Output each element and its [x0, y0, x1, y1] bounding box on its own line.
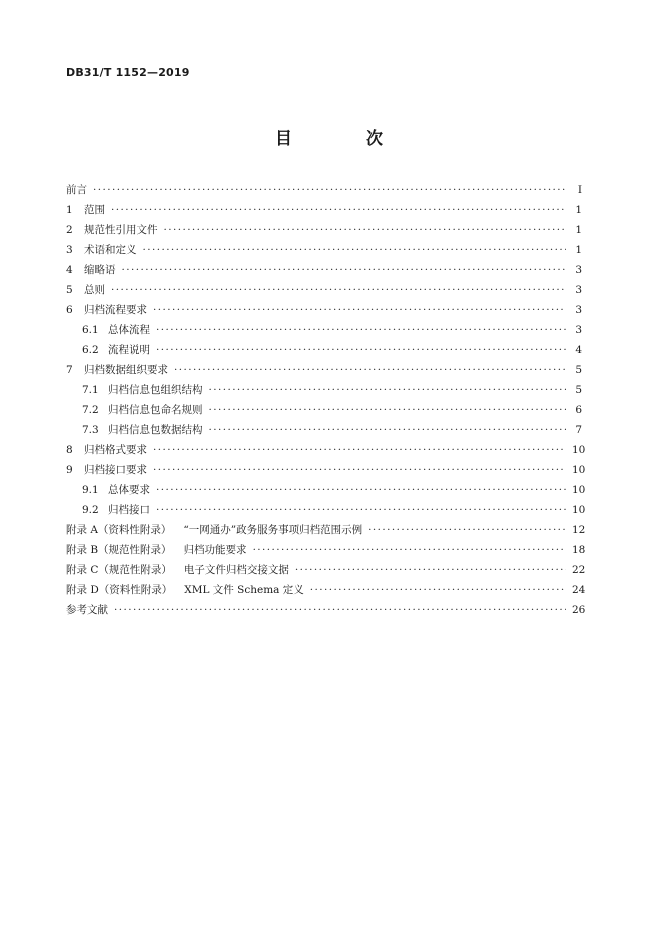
toc-entry-label: 归档流程要求	[84, 304, 147, 316]
toc-entry[interactable]	[66, 420, 582, 440]
toc-entry[interactable]	[66, 480, 586, 500]
toc-entry-number: 2	[66, 224, 73, 236]
toc-entry-subtitle: “一网通办”政务服务事项归档范围示例	[183, 524, 363, 536]
toc-entry[interactable]	[66, 380, 582, 400]
toc-entry[interactable]	[66, 520, 586, 540]
toc-entry-page-number: 3	[575, 284, 582, 296]
toc-entry-number: 8	[66, 444, 73, 456]
toc-entry[interactable]	[66, 500, 586, 520]
toc-entry[interactable]	[66, 540, 586, 560]
toc-leader-dots	[368, 520, 566, 540]
toc-entry[interactable]	[66, 320, 582, 340]
toc-entry-subtitle: XML 文件 Schema 定义	[184, 584, 304, 596]
toc-entry-page-number: 4	[575, 344, 582, 356]
toc-entry[interactable]	[66, 340, 582, 360]
toc-entry-label: 规范性引用文件	[84, 224, 158, 236]
toc-entry-number: 7	[66, 364, 73, 376]
toc-entry-number: 7.2	[82, 404, 99, 416]
toc-entry[interactable]	[66, 460, 586, 480]
toc-entry-label: 附录 D（资料性附录）	[66, 584, 173, 596]
toc-entry-number: 9	[66, 464, 73, 476]
toc-leader-dots	[153, 440, 566, 460]
toc-entry-number: 7.3	[82, 424, 99, 436]
toc-leader-dots	[156, 320, 566, 340]
toc-entry-label: 参考文献	[66, 604, 108, 616]
toc-entry[interactable]	[66, 300, 582, 320]
toc-leader-dots	[209, 380, 567, 400]
toc-entry[interactable]	[66, 600, 586, 620]
toc-entry-page-number: 26	[572, 604, 586, 616]
toc-entry-page-number: 10	[572, 464, 586, 476]
toc-leader-dots	[111, 200, 566, 220]
toc-entry-subtitle: 归档功能要求	[183, 544, 247, 556]
toc-entry-label: 总则	[84, 284, 105, 296]
toc-leader-dots	[114, 600, 566, 620]
toc-entry-page-number: 7	[575, 424, 582, 436]
toc-leader-dots	[93, 180, 566, 200]
toc-entry-label: 归档数据组织要求	[84, 364, 168, 376]
toc-entry-number: 9.1	[82, 484, 99, 496]
toc-entry-page-number: 3	[575, 304, 582, 316]
toc-entry-label: 归档信息包命名规则	[108, 404, 203, 416]
toc-entry-subtitle: 电子文件归档交接文据	[183, 564, 289, 576]
toc-entry[interactable]	[66, 180, 582, 200]
toc-entry-label: 术语和定义	[84, 244, 137, 256]
toc-entry[interactable]	[66, 240, 582, 260]
toc-leader-dots	[153, 460, 566, 480]
toc-title: 目 次	[275, 129, 417, 149]
document-code: DB31/T 1152—2019	[66, 66, 190, 79]
toc-entry[interactable]	[66, 280, 582, 300]
toc-entry-number: 6	[66, 304, 73, 316]
toc-leader-dots	[209, 420, 567, 440]
toc-entry-label: 范围	[84, 204, 105, 216]
toc-entry-label: 总体流程	[108, 324, 150, 336]
toc-entry-page-number: 12	[572, 524, 586, 536]
toc-entry-page-number: 18	[572, 544, 586, 556]
toc-entry-label: 归档接口要求	[84, 464, 147, 476]
toc-leader-dots	[156, 340, 566, 360]
toc-entry-page-number: 22	[572, 564, 586, 576]
toc-entry-page-number: 6	[575, 404, 582, 416]
toc-entry[interactable]	[66, 360, 582, 380]
toc-entry-page-number: 24	[572, 584, 586, 596]
toc-entry-number: 4	[66, 264, 73, 276]
toc-entry-number: 9.2	[82, 504, 99, 516]
toc-entry[interactable]	[66, 200, 582, 220]
toc-entry-number: 6.1	[82, 324, 99, 336]
toc-entry-page-number: 1	[575, 204, 582, 216]
toc-leader-dots	[111, 280, 566, 300]
toc-leader-dots	[153, 300, 566, 320]
toc-leader-dots	[174, 360, 566, 380]
toc-leader-dots	[156, 500, 566, 520]
toc-entry-label: 归档信息包组织结构	[108, 384, 203, 396]
toc-entry-label: 流程说明	[108, 344, 150, 356]
toc-entry-page-number: 10	[572, 504, 586, 516]
toc-entry-page-number: 1	[575, 224, 582, 236]
toc-entry-number: 5	[66, 284, 73, 296]
toc-entry-label: 归档接口	[108, 504, 150, 516]
toc-entry-label: 归档信息包数据结构	[108, 424, 203, 436]
table-of-contents	[66, 180, 586, 620]
toc-entry-number: 3	[66, 244, 73, 256]
toc-leader-dots	[310, 580, 566, 600]
toc-entry-number: 1	[66, 204, 73, 216]
toc-entry-label: 归档格式要求	[84, 444, 147, 456]
toc-entry-page-number: 10	[572, 444, 586, 456]
toc-entry-label: 总体要求	[108, 484, 150, 496]
toc-leader-dots	[143, 240, 567, 260]
toc-entry[interactable]	[66, 400, 582, 420]
toc-leader-dots	[209, 400, 567, 420]
toc-leader-dots	[156, 480, 566, 500]
toc-entry-page-number: 3	[575, 264, 582, 276]
toc-entry[interactable]	[66, 260, 582, 280]
toc-leader-dots	[122, 260, 567, 280]
toc-entry-page-number: 3	[575, 324, 582, 336]
toc-entry-page-number: 5	[575, 364, 582, 376]
toc-entry-page-number: 5	[575, 384, 582, 396]
toc-entry-label: 附录 C（规范性附录）	[66, 564, 172, 576]
toc-entry[interactable]	[66, 580, 586, 600]
toc-leader-dots	[164, 220, 567, 240]
toc-entry-label: 附录 B（规范性附录）	[66, 544, 172, 556]
toc-entry-label: 缩略语	[84, 264, 116, 276]
toc-entry-page-number: I	[577, 184, 582, 196]
toc-entry-number: 6.2	[82, 344, 99, 356]
toc-entry[interactable]	[66, 220, 582, 240]
toc-entry-page-number: 1	[575, 244, 582, 256]
toc-entry-label: 前言	[66, 184, 87, 196]
toc-entry-label: 附录 A（资料性附录）	[66, 524, 172, 536]
toc-entry[interactable]	[66, 560, 586, 580]
toc-leader-dots	[253, 540, 566, 560]
toc-entry-number: 7.1	[82, 384, 99, 396]
toc-entry[interactable]	[66, 440, 586, 460]
toc-leader-dots	[295, 560, 566, 580]
toc-entry-page-number: 10	[572, 484, 586, 496]
